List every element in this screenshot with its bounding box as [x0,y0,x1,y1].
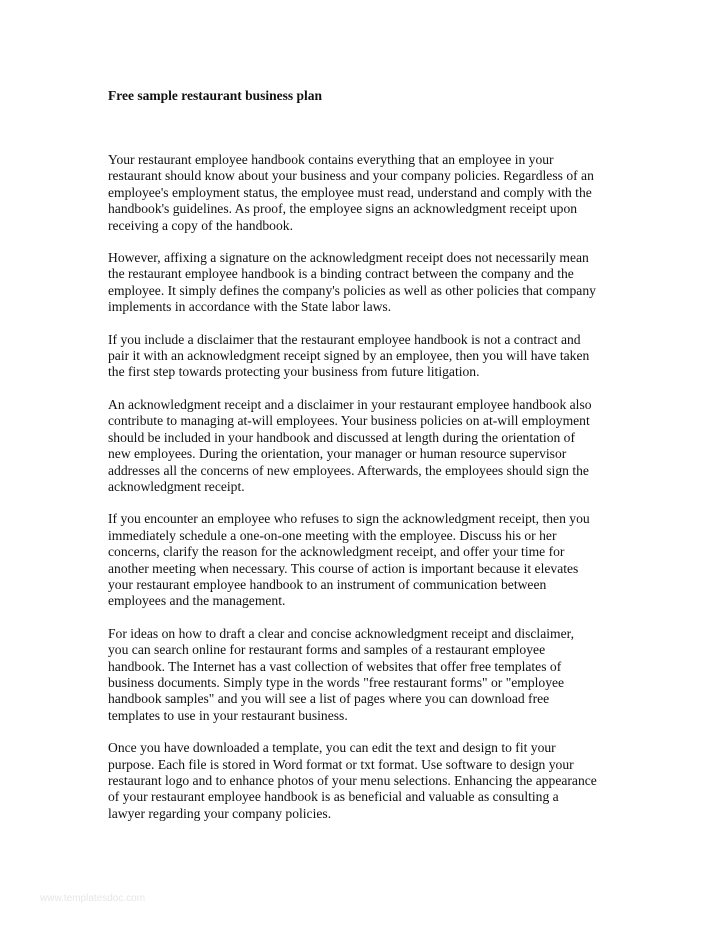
text-line: handbook's guidelines. As proof, the employee signs an acknowledgment receipt upon [108,201,578,217]
document-title: Free sample restaurant business plan [108,88,323,103]
paragraph-3 [108,332,628,381]
text-line: purpose. Each file is stored in Word format or txt format. Use software to design your [108,756,574,772]
text-line: handbook. The Internet has a vast collection of websites that offer free templates of [108,658,562,674]
text-line: immediately schedule a one-on-one meeting with the employee. Discuss his or her [108,527,557,543]
text-line: addresses all the concerns of new employees. Afterwards, the employees should sign the [108,462,589,478]
text-line: For ideas on how to draft a clear and concise acknowledgment receipt and disclaimer, [108,625,574,641]
text-line: If you include a disclaimer that the restaurant employee handbook is not a contract and [108,331,581,347]
text-line: restaurant logo and to enhance photos of your menu selections. Enhancing the appearance [108,773,597,788]
paragraph-6 [108,626,628,724]
text-line: handbook samples" and you will see a list of pages where you can download free [108,691,550,707]
text-line: should be included in your handbook and discussed at length during the orientation of [108,429,576,445]
paragraph-7 [108,740,628,822]
text-line: of your restaurant employee handbook is as beneficial and valuable as consulting a [108,789,559,805]
text-line: the restaurant employee handbook is a binding contract between the company and the [108,266,574,282]
paragraph-4 [108,397,628,495]
text-line: business documents. Simply type in the words "free restaurant forms" or "employee [108,674,565,690]
text-line: templates to use in your restaurant business. [108,707,348,723]
paragraph-5 [108,511,628,609]
text-line: pair it with an acknowledgment receipt signed by an employee, then you will have taken [108,348,590,364]
text-line: If you encounter an employee who refuses to sign the acknowledgment receipt, then you [108,511,590,527]
document-body [108,88,628,838]
text-line: An acknowledgment receipt and a disclaimer in your restaurant employee handbook also [108,396,592,412]
text-line: restaurant should know about your business and your company policies. Regardless of an [108,168,594,184]
text-line: employee. It simply defines the company's policies as well as other policies that company [108,282,596,298]
text-line: another meeting when necessary. This course of action is important because it elevates [108,560,579,576]
text-line: contribute to managing at-will employees. Your business policies on at-will employment [108,413,590,429]
watermark: www.templatesdoc.com [40,893,146,904]
text-line: Your restaurant employee handbook contains everything that an employee in your [108,152,554,167]
text-line: employee's employment status, the employee must read, understand and comply with the [108,184,592,200]
text-line: employees and the management. [108,593,286,609]
text-line: concerns, clarify the reason for the acknowledgment receipt, and offer your time for [108,544,565,560]
text-line: the first step towards protecting your business from future litigation. [108,364,480,380]
text-line: However, affixing a signature on the acknowledgment receipt does not necessarily mean [108,250,589,266]
text-line: you can search online for restaurant forms and samples of a restaurant employee [108,642,546,658]
text-line: new employees. During the orientation, your manager or human resource supervisor [108,446,567,462]
paragraph-1 [108,152,628,234]
text-line: your restaurant employee handbook to an instrument of communication between [108,576,547,592]
paragraph-2 [108,250,628,316]
text-line: implements in accordance with the State labor laws. [108,299,392,315]
text-line: lawyer regarding your company policies. [108,805,332,821]
text-line: Once you have downloaded a template, you can edit the text and design to fit your [108,740,556,756]
text-line: receiving a copy of the handbook. [108,217,293,233]
text-line: acknowledgment receipt. [108,478,245,494]
